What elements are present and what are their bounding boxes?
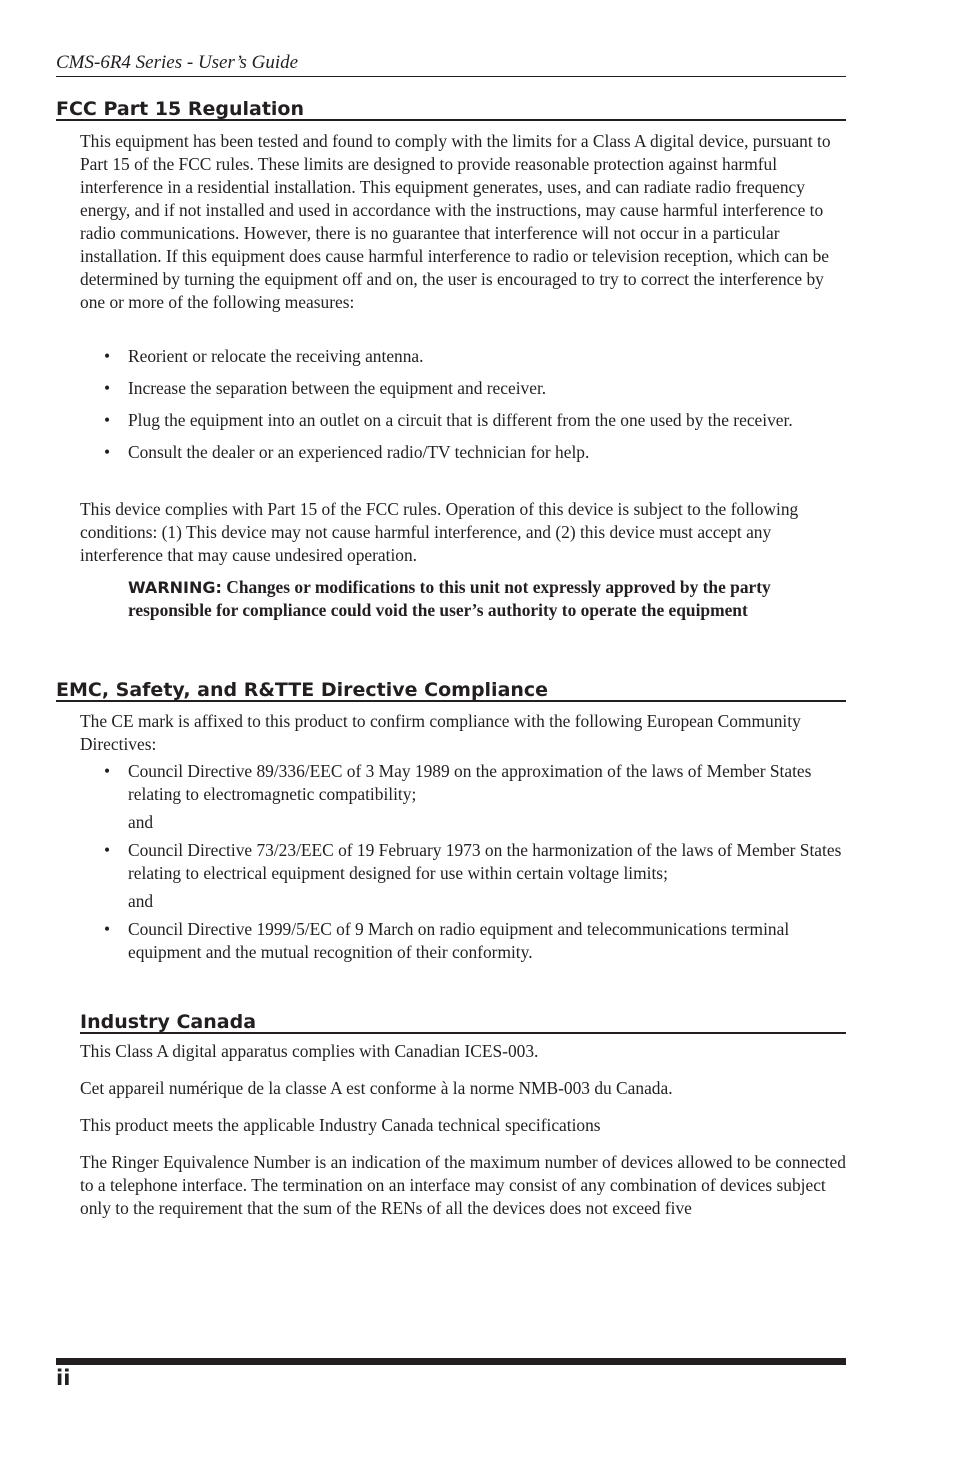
directive-text: Council Directive 89/336/EEC of 3 May 1989 on the approximation of the laws of Member States relating to electromagnetic compatibility; — [128, 761, 812, 804]
emc-intro-block — [80, 710, 846, 756]
measure-text: Reorient or relocate the receiving antenna. — [128, 346, 424, 366]
fcc-heading: FCC Part 15 Regulation — [56, 98, 846, 121]
bullet-icon: • — [104, 442, 111, 462]
list-item — [80, 345, 846, 368]
list-item — [80, 441, 846, 464]
canada-paragraph-2: Cet appareil numérique de la classe A est conforme à la norme NMB-003 du Canada. — [80, 1078, 673, 1098]
measure-text: Consult the dealer or an experienced radio/TV technician for help. — [128, 442, 590, 462]
canada-paragraph-4: The Ringer Equivalence Number is an indication of the maximum number of devices allowed to be connected to a telephone interface. The termination on an interface may consist of any combination of devices subject only to the requirement that the sum of the RENs of all the devices does not exceed five — [80, 1152, 846, 1218]
canada-paragraph-1: This Class A digital apparatus complies with Canadian ICES-003. — [80, 1041, 539, 1061]
fcc-compliance-block — [80, 498, 846, 567]
list-item — [80, 839, 846, 885]
emc-directives-block — [80, 760, 846, 964]
fcc-compliance-paragraph: This device complies with Part 15 of the FCC rules. Operation of this device is subject to the following conditions: (1) This device may not cause harmful interference, and (2) this device must accept any interference that may cause undesired operation. — [80, 499, 799, 565]
emc-heading: EMC, Safety, and R&TTE Directive Compliance — [56, 679, 846, 702]
footer-rule — [56, 1358, 846, 1365]
fcc-measures-block — [80, 345, 846, 464]
bullet-icon: • — [104, 761, 111, 781]
bullet-icon: • — [104, 346, 111, 366]
list-connector — [80, 890, 846, 913]
measure-text: Increase the separation between the equipment and receiver. — [128, 378, 547, 398]
fcc-intro-paragraph: This equipment has been tested and found to comply with the limits for a Class A digital device, pursuant to Part 15 of the FCC rules. These limits are designed to provide reasonable protection against harmful interference in a residential installation. This equipment generates, uses, and can radiate radio frequency energy, and if not installed and used in accordance with the instructions, may cause harmful interference to radio communications. However, there is no guarantee that interference will not occur in a particular installation. If this equipment does cause harmful interference to radio or television reception, which can be determined by turning the equipment off and on, the user is encouraged to try to correct the interference by one or more of the following measures: — [80, 131, 831, 312]
list-item — [80, 409, 846, 432]
warning-label: WARNING: — [128, 578, 222, 597]
bullet-icon: • — [104, 919, 111, 939]
canada-paragraph-3: This product meets the applicable Industry Canada technical specifications — [80, 1115, 601, 1135]
canada-heading: Industry Canada — [80, 1011, 846, 1034]
list-item — [80, 760, 846, 806]
running-header: CMS-6R4 Series - User’s Guide — [56, 51, 846, 77]
warning-text: Changes or modifications to this unit not expressly approved by the party responsible for compliance could void the user’s authority to operate the equipment — [128, 577, 771, 620]
bullet-icon: • — [104, 840, 111, 860]
list-connector — [80, 811, 846, 834]
bullet-icon: • — [104, 410, 111, 430]
measure-text: Plug the equipment into an outlet on a circuit that is different from the one used by the receiver. — [128, 410, 793, 430]
connector-text: and — [128, 812, 154, 832]
fcc-intro-block — [80, 130, 846, 314]
connector-text: and — [128, 891, 154, 911]
canada-block — [80, 1040, 846, 1220]
list-item — [80, 377, 846, 400]
warning-note — [128, 576, 828, 622]
list-item — [80, 918, 846, 964]
page-number: ii — [56, 1366, 71, 1390]
bullet-icon: • — [104, 378, 111, 398]
fcc-measures-list — [80, 345, 846, 464]
emc-directives-list — [80, 760, 846, 964]
emc-intro-paragraph: The CE mark is affixed to this product to confirm compliance with the following European Community Directives: — [80, 711, 801, 754]
directive-text: Council Directive 73/23/EEC of 19 February 1973 on the harmonization of the laws of Member States relating to electrical equipment designed for use within certain voltage limits; — [128, 840, 842, 883]
directive-text: Council Directive 1999/5/EC of 9 March on radio equipment and telecommunications terminal equipment and the mutual recognition of their conformity. — [128, 919, 790, 962]
